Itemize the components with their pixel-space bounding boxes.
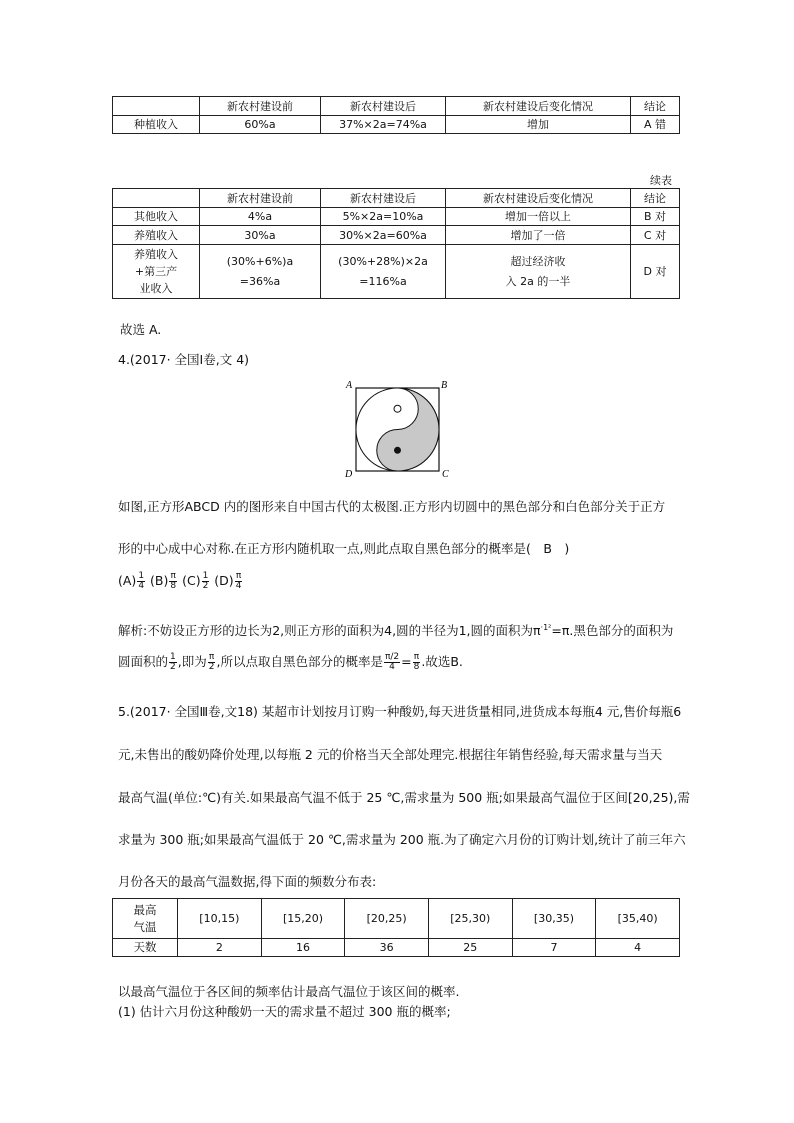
q5-line-3: 最高气温(单位:℃)有关.如果最高气温不低于 25 ℃,需求量为 500 瓶;如果最高气温位于区间[20,25),需 <box>118 790 690 805</box>
label-a: A <box>346 380 353 391</box>
table-row <box>113 939 680 957</box>
table-cell: (30%+6%)a =36%a <box>200 245 321 299</box>
interval-cell: [30,35) <box>512 899 596 939</box>
interval-cell: [35,40) <box>596 899 680 939</box>
temp-header-cell: 最高 气温 <box>113 899 178 939</box>
days-cell: 16 <box>261 939 345 957</box>
table-cell: 其他收入 <box>113 208 200 226</box>
days-cell: 25 <box>428 939 512 957</box>
days-cell: 36 <box>345 939 429 957</box>
label-d: D <box>345 469 353 478</box>
q5-line-5: 月份各天的最高气温数据,得下面的频数分布表: <box>118 874 377 889</box>
interval-cell: [25,30) <box>428 899 512 939</box>
answer-line: 故选 A. <box>120 322 162 337</box>
interval-cell: [20,25) <box>345 899 429 939</box>
temperature-frequency-table <box>112 898 680 957</box>
table1-header-blank <box>113 97 200 116</box>
table-cell: 30%×2a=60%a <box>321 226 446 245</box>
white-dot <box>394 405 401 412</box>
table1-header-conclusion: 结论 <box>631 97 680 116</box>
table1-header-before: 新农村建设前 <box>200 97 321 116</box>
label-c: C <box>442 469 449 478</box>
days-cell: 4 <box>596 939 680 957</box>
table-cell: 养殖收入 +第三产 业收入 <box>113 245 200 299</box>
q4-heading: 4.(2017· 全国Ⅰ卷,文 4) <box>118 352 250 367</box>
table1-header-after: 新农村建设后 <box>321 97 446 116</box>
table2-header-blank <box>113 189 200 208</box>
table-cell: 种植收入 <box>113 116 200 134</box>
q4-solution-line-1: 解析:不妨设正方形的边长为2,则正方形的面积为4,圆的半径为1,圆的面积为$\pi^{\cdot 1^2}=\pi$.黑色部分的面积为 <box>118 622 674 638</box>
table-cell: 5%×2a=10%a <box>321 208 446 226</box>
q5-after-table: 以最高气温位于各区间的频率估计最高气温位于该区间的概率. <box>118 984 460 999</box>
table2-header-after: 新农村建设后 <box>321 189 446 208</box>
label-b: B <box>441 380 448 391</box>
q5-line-4: 求量为 300 瓶;如果最高气温低于 20 ℃,需求量为 200 瓶.为了确定六月份的订购计划,统计了前三年六 <box>118 832 686 847</box>
table-cell: 30%a <box>200 226 321 245</box>
taiji-svg <box>340 378 456 478</box>
table-cell: 37%×2a=74%a <box>321 116 446 134</box>
days-cell: 7 <box>512 939 596 957</box>
table-cell: 增加了一倍 <box>446 226 631 245</box>
table2-header-change: 新农村建设后变化情况 <box>446 189 631 208</box>
table2-header-before: 新农村建设前 <box>200 189 321 208</box>
table-cell: 60%a <box>200 116 321 134</box>
table1-header-change: 新农村建设后变化情况 <box>446 97 631 116</box>
table-row <box>113 245 680 299</box>
table-cell: 增加 <box>446 116 631 134</box>
table-cell: 超过经济收 入 2a 的一半 <box>446 245 631 299</box>
q5-line-2: 元,未售出的酸奶降价处理,以每瓶 2 元的价格当天全部处理完.根据往年销售经验,每天需求量与当天 <box>118 747 663 762</box>
income-table-2 <box>112 188 680 299</box>
days-cell: 2 <box>178 939 262 957</box>
table-cell: A 错 <box>631 116 680 134</box>
q4-text-line-1: 如图,正方形ABCD 内的图形来自中国古代的太极图.正方形内切圆中的黑色部分和白色部分关于正方 <box>118 499 666 514</box>
q4-options: (A) $\frac{1}{4}$ (B) $\frac{\pi}{8}$ (C) $\frac{1}{2}$ (D) $\frac{\pi}{4}$ <box>118 571 242 591</box>
interval-cell: [10,15) <box>178 899 262 939</box>
income-table-1 <box>112 96 680 134</box>
continued-label: 续表 <box>650 174 672 187</box>
table-cell: 养殖收入 <box>113 226 200 245</box>
q4-solution-line-2: 圆面积的 $\frac{1}{2}$ ,即为 $\frac{\pi}{2}$ ,所以点取自黑色部分的概率是 $\frac{\pi/2}{4}$ = $\frac{\pi}{8}$ .故选B. <box>118 652 463 672</box>
table-cell: 增加一倍以上 <box>446 208 631 226</box>
table-cell: 4%a <box>200 208 321 226</box>
days-label-cell: 天数 <box>113 939 178 957</box>
q5-sub-question-1: (1) 估计六月份这种酸奶一天的需求量不超过 300 瓶的概率; <box>118 1004 451 1019</box>
q5-line-1: 5.(2017· 全国Ⅲ卷,文18) 某超市计划按月订购一种酸奶,每天进货量相同,进货成本每瓶4 元,售价每瓶6 <box>118 704 682 719</box>
table-row <box>113 116 680 134</box>
table-cell: D 对 <box>631 245 680 299</box>
black-dot <box>394 447 401 454</box>
interval-cell: [15,20) <box>261 899 345 939</box>
table-cell: C 对 <box>631 226 680 245</box>
table-row <box>113 226 680 245</box>
table2-header-conclusion: 结论 <box>631 189 680 208</box>
table-row <box>113 208 680 226</box>
table-cell: (30%+28%)×2a =116%a <box>321 245 446 299</box>
q4-text-line-2: 形的中心成中心对称.在正方形内随机取一点,则此点取自黑色部分的概率是( B ) <box>118 541 570 556</box>
taiji-figure <box>340 378 456 478</box>
table-cell: B 对 <box>631 208 680 226</box>
